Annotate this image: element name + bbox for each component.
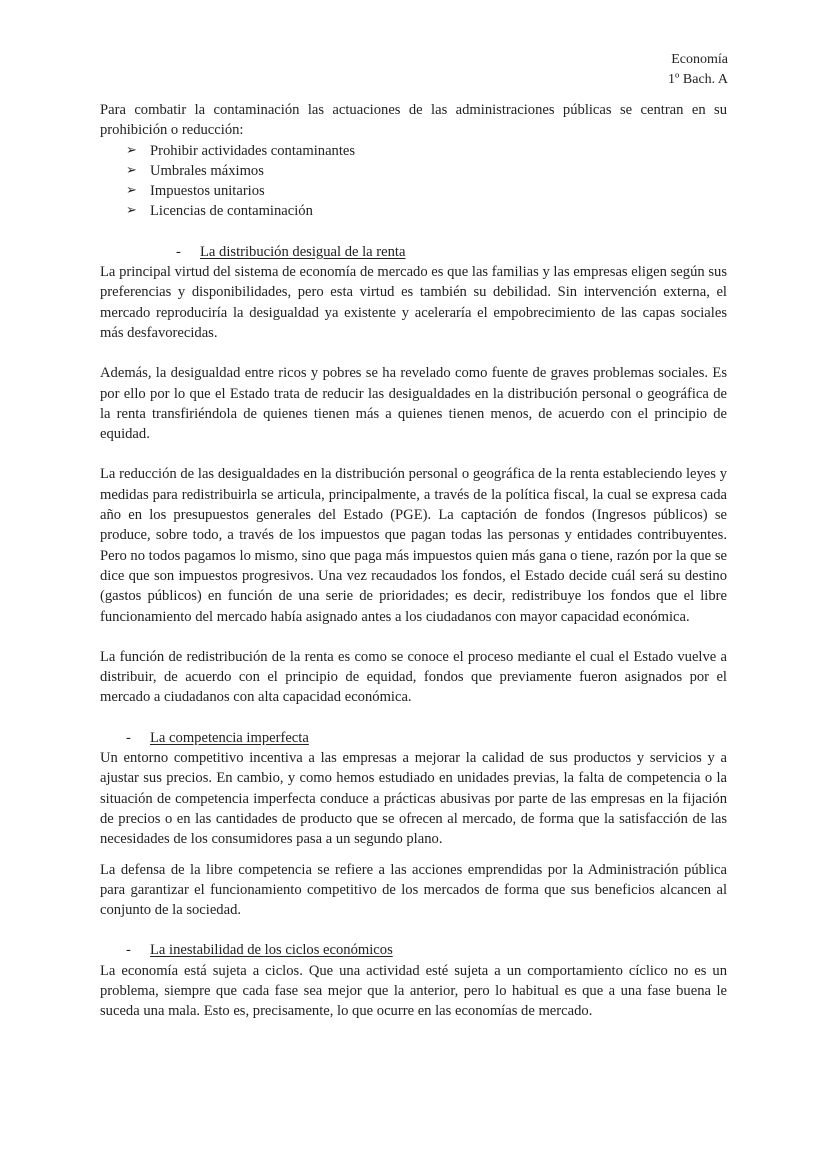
section-heading-competencia	[100, 728, 727, 748]
paragraph: La defensa de la libre competencia se refiere a las acciones emprendidas por la Administración pública para garantizar el funcionamiento competitivo de los mercados de forma que sus beneficios alcancen al conjunto de la sociedad.	[100, 861, 727, 919]
spacer	[100, 222, 727, 242]
header-subject: Economía	[671, 52, 728, 67]
heading-dash: -	[126, 942, 131, 959]
spacer	[100, 850, 727, 860]
arrow-bullet-icon: ➢	[126, 162, 137, 178]
section-title: La distribución desigual de la renta	[200, 243, 406, 260]
section-heading-renta	[100, 242, 727, 262]
measures-list	[100, 141, 727, 222]
paragraph: La función de redistribución de la renta es como se conoce el proceso mediante el cual el Estado vuelve a distribuir, de acuerdo con el principio de equidad, fondos que previamente fueron asignados por el mercado a ciudadanos con alta capacidad económica.	[100, 648, 727, 706]
arrow-bullet-icon: ➢	[126, 142, 137, 158]
heading-dash: -	[126, 729, 131, 746]
paragraph: La principal virtud del sistema de economía de mercado es que las familias y las empresas eligen según sus preferencias y disponibilidades, pero esta virtud es también su debilidad. Sin intervención externa, el mercado reproduciría la desigualdad ya existente y aceleraría el empobrecimiento de las capas sociales más desfavorecidas.	[100, 264, 727, 341]
paragraph: La reducción de las desigualdades en la distribución personal o geográfica de la renta estableciendo leyes y medidas para redistribuirla se articula, principalmente, a través de la política fiscal, la cual se expresa cada año en los presupuestos generales del Estado (PGE). La captación de fondos (Ingresos públicos) se produce, sobre todo, a través de los impuestos que pagan todas las personas y entidades contribuyentes. Pero no todos pagamos lo mismo, sino que paga más impuestos quien más gana o tiene, razón por la que se dice que son impuestos progresivos. Una vez recaudados los fondos, el Estado decide cuál será su destino (gastos públicos) en función de una serie de prioridades; es decir, redistribuye los fondos que el libre funcionamiento del mercado había asignado antes a los ciudadanos con mayor capacidad económica.	[100, 466, 727, 625]
list-item: ➢ Impuestos unitarios	[126, 181, 727, 201]
spacer	[100, 343, 727, 363]
page-header	[668, 50, 728, 90]
arrow-bullet-icon: ➢	[126, 183, 137, 199]
section-title: La inestabilidad de los ciclos económicos	[150, 942, 393, 959]
header-course: 1º Bach. A	[668, 72, 728, 87]
list-item: ➢ Umbrales máximos	[126, 161, 727, 181]
paragraph: Además, la desigualdad entre ricos y pobres se ha revelado como fuente de graves problemas sociales. Es por ello por lo que el Estado trata de reducir las desigualdades en la distribución personal o geográfica de la renta transfiriéndola de quienes tienen más a quienes tienen menos, de acuerdo con el principio de equidad.	[100, 365, 727, 443]
paragraph: Un entorno competitivo incentiva a las empresas a mejorar la calidad de sus productos y servicios y a ajustar sus precios. En cambio, y como hemos estudiado en unidades previas, la falta de competencia o la situación de competencia imperfecta conduce a prácticas abusivas por parte de las empresas en la fijación de precios o en las cantidades de producto que se ofrecen al mercado, de forma que la satisfacción de las necesidades de los consumidores pasa a un segundo plano.	[100, 750, 727, 848]
section-title: La competencia imperfecta	[150, 729, 309, 746]
paragraph: La economía está sujeta a ciclos. Que una actividad esté sujeta a un comportamiento cíclico no es un problema, siempre que cada fase sea mejor que la anterior, pero lo habitual es que a una fase buena le suceda una mala. Esto es, precisamente, lo que ocurre en las economías de mercado.	[100, 962, 727, 1020]
heading-dash: -	[176, 243, 181, 260]
list-item: ➢ Licencias de contaminación	[126, 201, 727, 221]
spacer	[100, 920, 727, 940]
spacer	[100, 627, 727, 647]
document-body	[100, 100, 727, 1022]
list-item: ➢ Prohibir actividades contaminantes	[126, 141, 727, 161]
spacer	[100, 708, 727, 728]
spacer	[100, 444, 727, 464]
section-heading-ciclos	[100, 940, 727, 960]
intro-paragraph: Para combatir la contaminación las actuaciones de las administraciones públicas se centran en su prohibición o reducción:	[100, 102, 727, 139]
arrow-bullet-icon: ➢	[126, 203, 137, 219]
